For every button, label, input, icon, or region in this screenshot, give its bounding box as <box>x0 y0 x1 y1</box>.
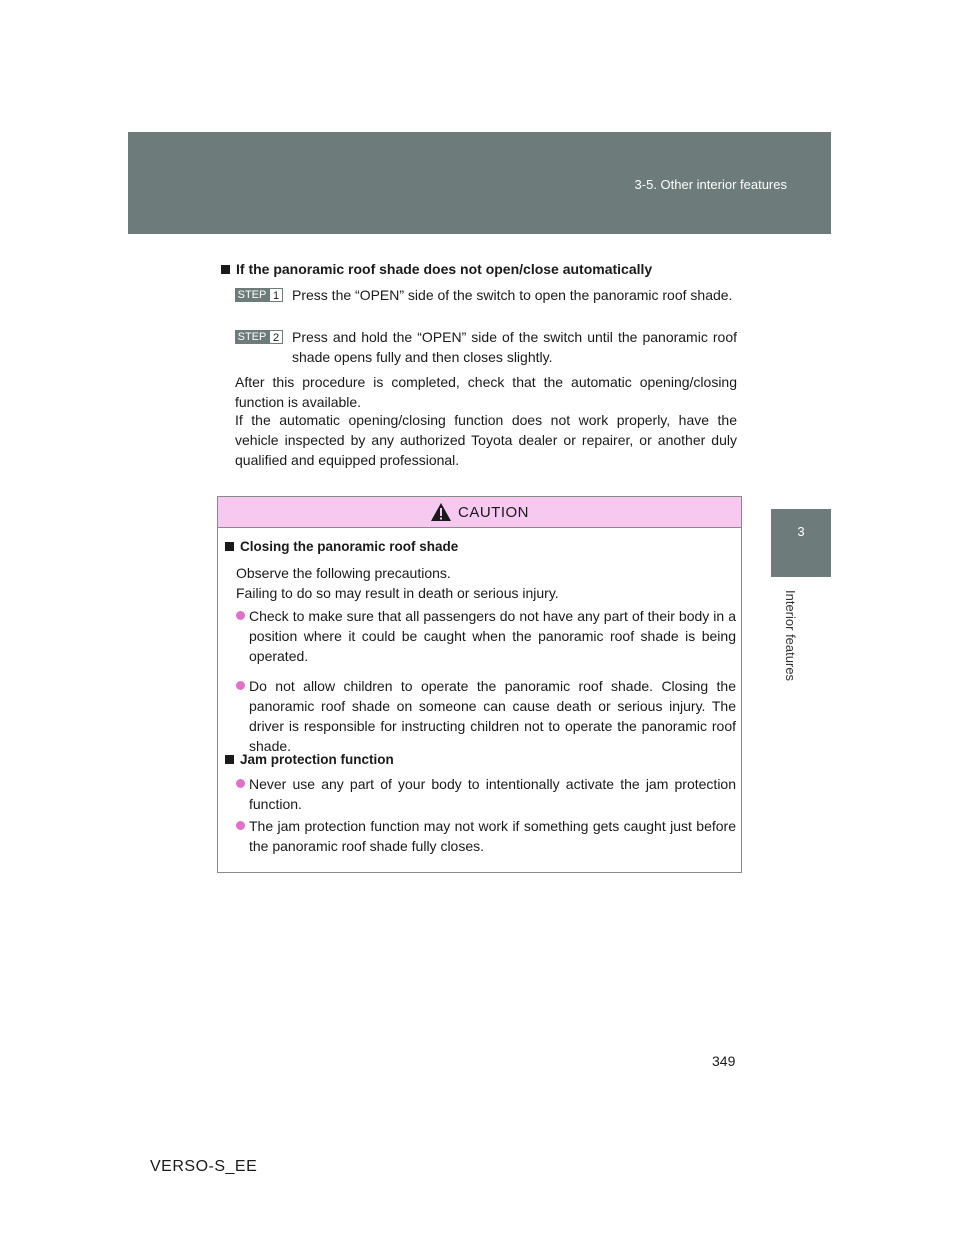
caution-box <box>217 496 742 873</box>
caution-heading: Jam protection function <box>225 752 394 767</box>
caution-title: CAUTION <box>458 503 529 521</box>
chapter-number: 3 <box>797 524 805 539</box>
caution-bullet: Check to make sure that all passengers do not have any part of their body in a position where it could be caught when the panoramic roof shade is being operated. <box>236 606 736 666</box>
bullet-icon <box>236 821 245 830</box>
bullet-icon <box>236 681 245 690</box>
caution-text: Observe the following precautions. <box>236 565 451 581</box>
caution-text: Failing to do so may result in death or serious injury. <box>236 585 559 601</box>
square-bullet-icon <box>221 265 230 274</box>
header-band <box>128 132 831 234</box>
caution-bullet: The jam protection function may not work if something gets caught just before the panoramic roof shade fully closes. <box>236 816 736 856</box>
step-text: Press the “OPEN” side of the switch to open the panoramic roof shade. <box>292 287 733 303</box>
caution-bullet: Do not allow children to operate the panoramic roof shade. Closing the panoramic roof shade on someone can cause death or serious injury. The driver is responsible for instructing children not to operate the panoramic roof shade. <box>236 676 736 756</box>
step-text: Press and hold the “OPEN” side of the switch until the panoramic roof shade opens fully and then closes slightly. <box>292 329 737 365</box>
step-badge-icon: STEP 1 <box>235 288 285 302</box>
body-paragraph: If the automatic opening/closing function does not work properly, have the vehicle inspected by any authorized Toyota dealer or repairer, or another duly qualified and equipped professional. <box>235 412 737 468</box>
warning-icon <box>430 502 452 522</box>
chapter-tab[interactable] <box>771 509 831 577</box>
bullet-icon <box>236 779 245 788</box>
step-2 <box>235 327 737 367</box>
bullet-icon <box>236 611 245 620</box>
page-number: 349 <box>712 1053 736 1069</box>
step-1 <box>235 285 737 305</box>
chapter-label: Interior features <box>783 590 798 682</box>
section-breadcrumb: 3-5. Other interior features <box>634 177 787 192</box>
section-heading: If the panoramic roof shade does not open/close automatically <box>221 261 652 277</box>
square-bullet-icon <box>225 542 234 551</box>
caution-heading: Closing the panoramic roof shade <box>225 539 458 554</box>
step-badge-icon: STEP 2 <box>235 330 285 344</box>
model-code: VERSO-S_EE <box>150 1158 258 1175</box>
body-paragraph: After this procedure is completed, check that the automatic opening/closing function is available. <box>235 374 737 410</box>
caution-bullet: Never use any part of your body to intentionally activate the jam protection function. <box>236 774 736 814</box>
square-bullet-icon <box>225 755 234 764</box>
caution-header <box>218 497 741 528</box>
